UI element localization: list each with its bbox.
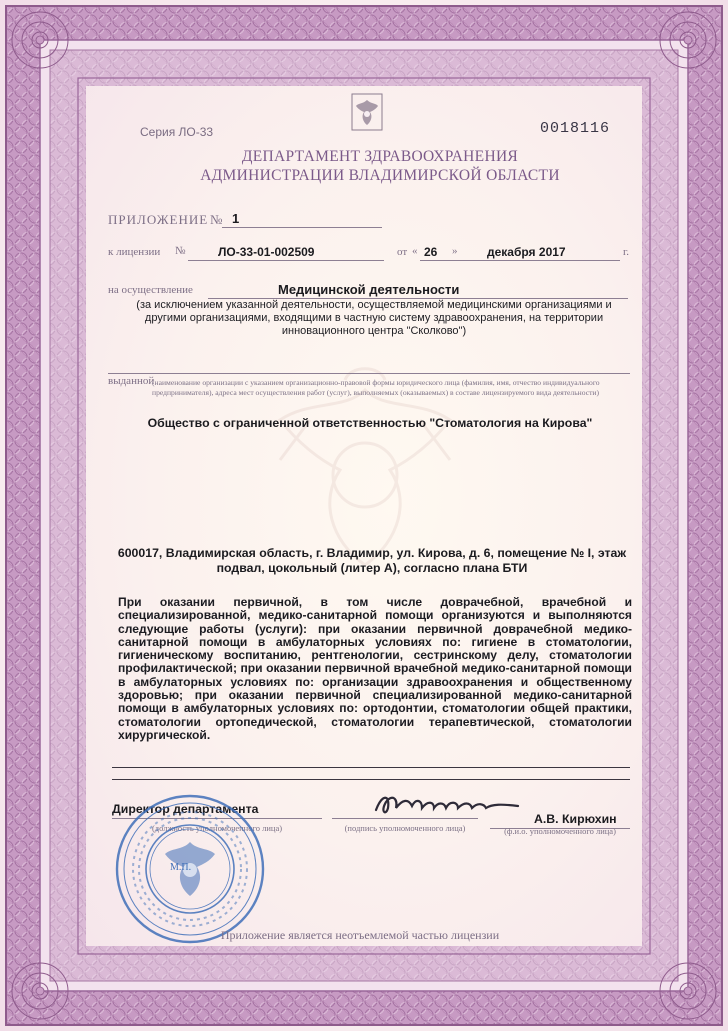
license-month-year: декабря 2017	[487, 245, 566, 259]
license-from-label: от	[397, 246, 408, 258]
organization-address: 600017, Владимирская область, г. Владимир, ул. Кирова, д. 6, помещение № I, этаж подвал, цокольный (литер А), согласно плана БТИ	[117, 546, 627, 575]
issued-top-rule	[108, 373, 630, 374]
license-no-sign: №	[175, 245, 186, 257]
services-rule-1	[112, 767, 630, 768]
coat-of-arms-icon	[350, 92, 384, 132]
services-rule-2	[112, 779, 630, 780]
department-title-line2: АДМИНИСТРАЦИИ ВЛАДИМИРСКОЙ ОБЛАСТИ	[200, 167, 560, 184]
form-number: 0018116	[540, 120, 611, 137]
appendix-label: ПРИЛОЖЕНИЕ	[108, 212, 209, 227]
activity-label: на осуществление	[108, 284, 193, 296]
name-caption: (ф.и.о. уполномоченного лица)	[504, 826, 616, 836]
position-caption: (должность уполномоченного лица)	[151, 823, 283, 833]
license-label: к лицензии	[108, 246, 161, 258]
signature-caption: (подпись уполномоченного лица)	[344, 823, 466, 833]
license-day: 26	[424, 245, 438, 259]
license-number-underline	[188, 260, 384, 261]
activity-title: Медицинской деятельности	[278, 282, 460, 297]
issued-hint: (наименование организации с указанием организационно-правовой формы юридического лица (фамилия, имя, отчество индивидуального предпринимателя), адреса мест осуществления работ (услуг), выполняемых (оказываемых) в составе лицензируемого вида деятельности)	[152, 378, 600, 397]
issued-label: выданной	[108, 375, 155, 387]
services-text: При оказании первичной, в том числе доврачебной, врачебной и специализированной, медико-санитарной помощи организуются и выполняются следующие работы (услуги): при оказании первичной доврачебной медико-санитарной помощи в амбулаторных условиях по: гигиене в стоматологии, гигиеническому воспитанию, рентгенологии, сестринскому делу, стоматологии профилактической; при оказании первичной врачебной медико-санитарной помощи в амбулаторных условиях по: организации здравоохранения и общественному здоровью; при оказании первичной специализированной медико-санитарной помощи в амбулаторных условиях по: ортодонтии, стоматологии общей практики, стоматологии ортопедической, стоматологии терапевтической, стоматологии хирургической.	[118, 595, 632, 742]
signature-underline	[332, 818, 478, 819]
series-label: Серия ЛО-33	[140, 125, 214, 139]
signatory-position: Директор департамента	[112, 802, 259, 816]
organization-name: Общество с ограниченной ответственностью "Стоматология на Кирова"	[147, 416, 593, 430]
stamp-mp-label: М.П.	[170, 862, 192, 873]
license-quote-open: «	[412, 245, 418, 257]
license-year-suffix: г.	[623, 246, 630, 258]
footer-note: Приложение является неотъемлемой частью лицензии	[220, 928, 500, 942]
appendix-number: 1	[232, 211, 240, 226]
activity-note: (за исключением указанной деятельности, осуществляемой медицинскими организациями и другими организациями, входящими в частную систему здравоохранения, на территории инновационного центра "Сколково")	[136, 299, 612, 337]
appendix-underline	[222, 227, 382, 228]
handwritten-signature	[372, 788, 522, 820]
signatory-name: А.В. Кирюхин	[534, 812, 617, 826]
license-number: ЛО-33-01-002509	[218, 245, 315, 259]
license-date-underline	[420, 260, 620, 261]
department-title-line1: ДЕПАРТАМЕНТ ЗДРАВООХРАНЕНИЯ	[241, 148, 519, 165]
appendix-no-sign: №	[210, 212, 224, 227]
license-quote-close: »	[452, 245, 458, 257]
